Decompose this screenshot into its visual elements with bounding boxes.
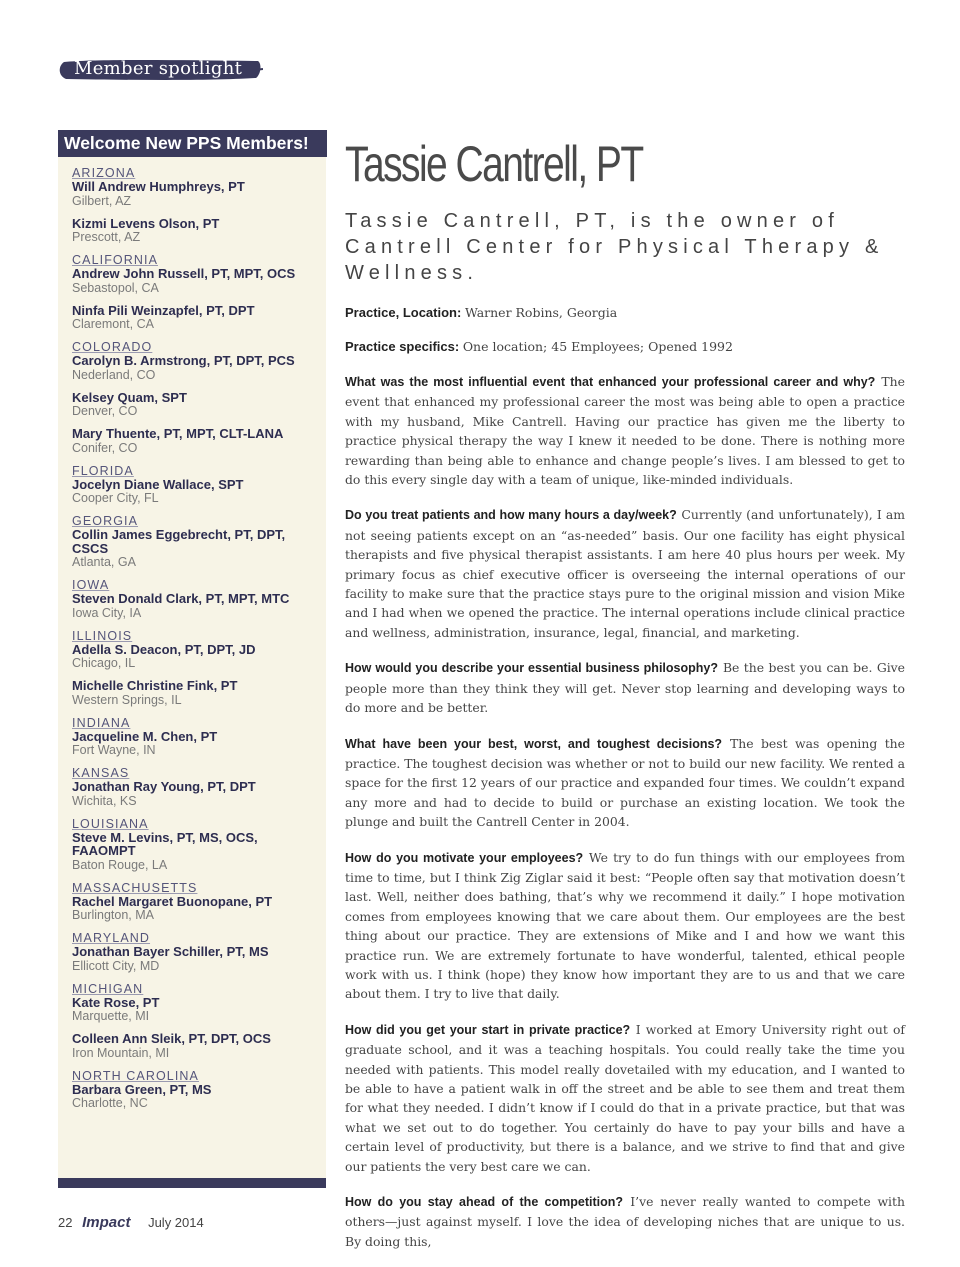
section-tag-label: Member spotlight	[74, 58, 243, 79]
member-name: Mary Thuente, PT, MPT, CLT-LANA	[72, 426, 284, 441]
answer: Be the best you can be. Give people more than they think they will get. Never stop learning and developing ways to do more and be better.	[345, 660, 906, 716]
member-name: Jonathan Ray Young, PT, DPT	[72, 779, 256, 794]
member-city: Iowa City, IA	[72, 605, 142, 620]
member-entry	[72, 996, 320, 1024]
member-name: Ninfa Pili Weinzapfel, PT, DPT	[72, 302, 255, 318]
state-heading: NORTH CAROLINA	[72, 1068, 199, 1083]
state-heading: LOUISIANA	[72, 816, 149, 831]
question: How did you get your start in private practice?	[345, 1022, 631, 1037]
answer: The best was opening the practice. The toughest decision was whether or not to build our new facility. We rented a space for the first 12 years of our practice and expanded four times. We couldn’t expand any more and had to decide to build or purchase an existing location. We took the plunge and built the Cantrell Center in 2004.	[345, 735, 905, 830]
member-city: Sebastopol, CA	[72, 280, 159, 295]
state-heading: CALIFORNIA	[72, 253, 159, 267]
state-group	[72, 630, 320, 707]
magazine-name: Impact	[82, 1214, 131, 1231]
member-name: Jacqueline M. Chen, PT	[72, 728, 218, 744]
qa-item	[345, 372, 905, 489]
member-city: Baton Rouge, LA	[72, 857, 168, 872]
member-name: Adella S. Deacon, PT, DPT, JD	[72, 641, 256, 657]
state-heading: MASSACHUSETTS	[72, 880, 198, 895]
state-heading: MICHIGAN	[72, 981, 144, 996]
member-name: Jonathan Bayer Schiller, PT, MS	[72, 944, 269, 959]
practice-location: Practice, Location: Warner Robins, Georgia	[345, 305, 618, 320]
qa-item	[345, 734, 905, 832]
member-city: Wichita, KS	[72, 793, 137, 808]
answer: We try to do fun things with our employees from time to time, but I think Zig Ziglar said it best: “People often say that motivation doesn’t last. Well, neither does bathing, that’s why we recommend it daily.” I hope motivation comes from employees knowing that we care about them. Our employees are the best thing about our practice. They are extensions of Mike and I and how we want this practice run. We are extremely fortunate to have wonderful, talented, ethical people work with us. I think (hope) they know how important they are to us and that we care about them. I try to live that daily.	[345, 849, 905, 1002]
sidebar-title: Welcome New PPS Members!	[58, 130, 327, 157]
qa-item	[345, 658, 905, 717]
member-entry	[72, 427, 320, 455]
member-name: Barbara Green, PT, MS	[72, 1081, 212, 1097]
member-city: Marquette, MI	[72, 1009, 150, 1023]
state-group	[72, 167, 320, 244]
member-list	[58, 157, 326, 1110]
member-entry	[72, 1083, 320, 1111]
section-tag	[58, 58, 263, 82]
state-heading: ILLINOIS	[72, 628, 133, 643]
qa-item	[345, 848, 905, 1004]
member-city: Denver, CO	[72, 404, 138, 418]
question: How do you motivate your employees?	[345, 850, 584, 865]
state-heading: IOWA	[72, 578, 110, 592]
member-name: Colleen Ann Sleik, PT, DPT, OCS	[72, 1031, 271, 1046]
member-entry	[72, 391, 320, 419]
state-group	[72, 465, 320, 506]
member-name: Rachel Margaret Buonopane, PT	[72, 893, 273, 909]
state-group	[72, 818, 320, 872]
qa-list	[345, 372, 905, 1251]
issue-date: July 2014	[148, 1215, 204, 1230]
member-city: Burlington, MA	[72, 908, 154, 922]
member-entry	[72, 679, 320, 707]
state-group	[72, 515, 320, 569]
state-group	[72, 882, 320, 923]
state-heading: COLORADO	[72, 340, 153, 354]
member-city: Western Springs, IL	[72, 692, 182, 707]
member-city: Charlotte, NC	[72, 1096, 148, 1110]
member-entry	[72, 217, 320, 245]
member-entry	[72, 304, 320, 332]
state-heading: ARIZONA	[72, 166, 136, 180]
member-entry	[72, 478, 320, 506]
member-entry	[72, 1032, 320, 1060]
member-name: Collin James Eggebrecht, PT, DPT, CSCS	[72, 527, 286, 556]
question: What have been your best, worst, and toughest decisions?	[345, 736, 723, 751]
member-entry	[72, 354, 320, 382]
member-city: Atlanta, GA	[72, 555, 136, 569]
member-entry	[72, 780, 320, 808]
answer: Currently (and unfortunately), I am not seeing patients except on an “as-needed” basis. Our one facility has eight physical therapists and five physical therapist assistants. I am here 40 plus hours per week. My primary focus as chief executive officer is overseeing the internal operations of our facility to make sure that the practice stays pure to the original mission and vision Mike and I had when we opened the practice. The internal operations include clinical practice and wellness, administration, insurance, legal, financial, and marketing.	[345, 507, 905, 640]
question: Do you treat patients and how many hours a day/week?	[345, 508, 677, 523]
member-name: Jocelyn Diane Wallace, SPT	[72, 476, 244, 492]
member-city: Conifer, CO	[72, 440, 138, 455]
member-entry	[72, 180, 320, 208]
page-number: 22	[58, 1215, 73, 1230]
member-name: Steve M. Levins, PT, MS, OCS, FAAOMPT	[72, 829, 258, 858]
article-subtitle: Tassie Cantrell, PT, is the owner of Cantrell Center for Physical Therapy & Wellness.	[345, 210, 884, 284]
member-name: Kizmi Levens Olson, PT	[72, 215, 220, 231]
state-group	[72, 983, 320, 1060]
state-group	[72, 1070, 320, 1111]
member-city: Claremont, CA	[72, 317, 154, 331]
page-footer	[58, 1214, 204, 1231]
member-city: Chicago, IL	[72, 656, 136, 670]
state-heading: INDIANA	[72, 715, 131, 730]
member-city: Nederland, CO	[72, 367, 156, 382]
new-members-sidebar	[58, 130, 326, 1188]
answer: The event that enhanced my professional career the most was being able to open a practice with my husband, Mike Cantrell. Having our practice has given me the liberty to practice physical therapy the way I knew it needed to be done. There is nothing more rewarding than being able to enhance and change people’s lives. I am blessed to get to do this every single day with a team of unique, like-minded individuals.	[345, 374, 905, 488]
article	[345, 134, 905, 1267]
member-entry	[72, 945, 320, 973]
member-city: Iron Mountain, MI	[72, 1045, 170, 1060]
member-entry	[72, 528, 320, 569]
state-group	[72, 767, 320, 808]
state-group	[72, 717, 320, 758]
member-name: Andrew John Russell, PT, MPT, OCS	[72, 266, 296, 281]
state-group	[72, 341, 320, 455]
state-heading: GEORGIA	[72, 514, 139, 528]
sidebar-bottom-bar	[58, 1178, 326, 1188]
state-heading: FLORIDA	[72, 463, 134, 478]
member-city: Ellicott City, MD	[72, 958, 160, 973]
question: How would you describe your essential business philosophy?	[345, 661, 718, 676]
answer: I worked at Emory University right out of graduate school, and it was a teaching hospitals. You could really take the time you needed with patients. This model really dovetailed with my education, and I wanted to be able to have a patient walk in off the street and be able to see them and treat them for what they needed. I didn’t know if I could do that in a private practice, but that was what we set out to do together. You certainly do have to pay your bills and have a certain level of productivity, but there is a balance, and we strive to find that and give our patients the very best care we can.	[345, 1021, 905, 1174]
member-city: Fort Wayne, IN	[72, 743, 156, 757]
question: How do you stay ahead of the competition?	[345, 1195, 624, 1210]
member-name: Carolyn B. Armstrong, PT, DPT, PCS	[72, 353, 295, 368]
practice-specifics: Practice specifics: One location; 45 Employees; Opened 1992	[345, 339, 733, 354]
state-group	[72, 932, 320, 973]
member-city: Gilbert, AZ	[72, 193, 132, 208]
state-group	[72, 579, 320, 620]
qa-item	[345, 505, 905, 642]
member-name: Kelsey Quam, SPT	[72, 389, 187, 405]
qa-item	[345, 1020, 905, 1176]
member-entry	[72, 895, 320, 923]
member-entry	[72, 643, 320, 671]
qa-item	[345, 1192, 905, 1251]
member-entry	[72, 730, 320, 758]
question: What was the most influential event that enhanced your professional career and why?	[345, 375, 876, 389]
member-name: Steven Donald Clark, PT, MPT, MTC	[72, 591, 290, 606]
article-title: Tassie Cantrell, PT	[345, 136, 643, 192]
member-name: Will Andrew Humphreys, PT	[72, 179, 245, 194]
member-name: Michelle Christine Fink, PT	[72, 678, 238, 693]
state-group	[72, 254, 320, 331]
state-heading: KANSAS	[72, 766, 130, 780]
state-heading: MARYLAND	[72, 931, 151, 945]
member-name: Kate Rose, PT	[72, 994, 160, 1010]
member-city: Prescott, AZ	[72, 230, 141, 244]
member-city: Cooper City, FL	[72, 491, 159, 505]
member-entry	[72, 267, 320, 295]
member-entry	[72, 592, 320, 620]
member-entry	[72, 831, 320, 872]
answer: I’ve never really wanted to compete with others—just against myself. I love the idea of developing niches that are unique to us. By doing this,	[345, 1194, 905, 1249]
